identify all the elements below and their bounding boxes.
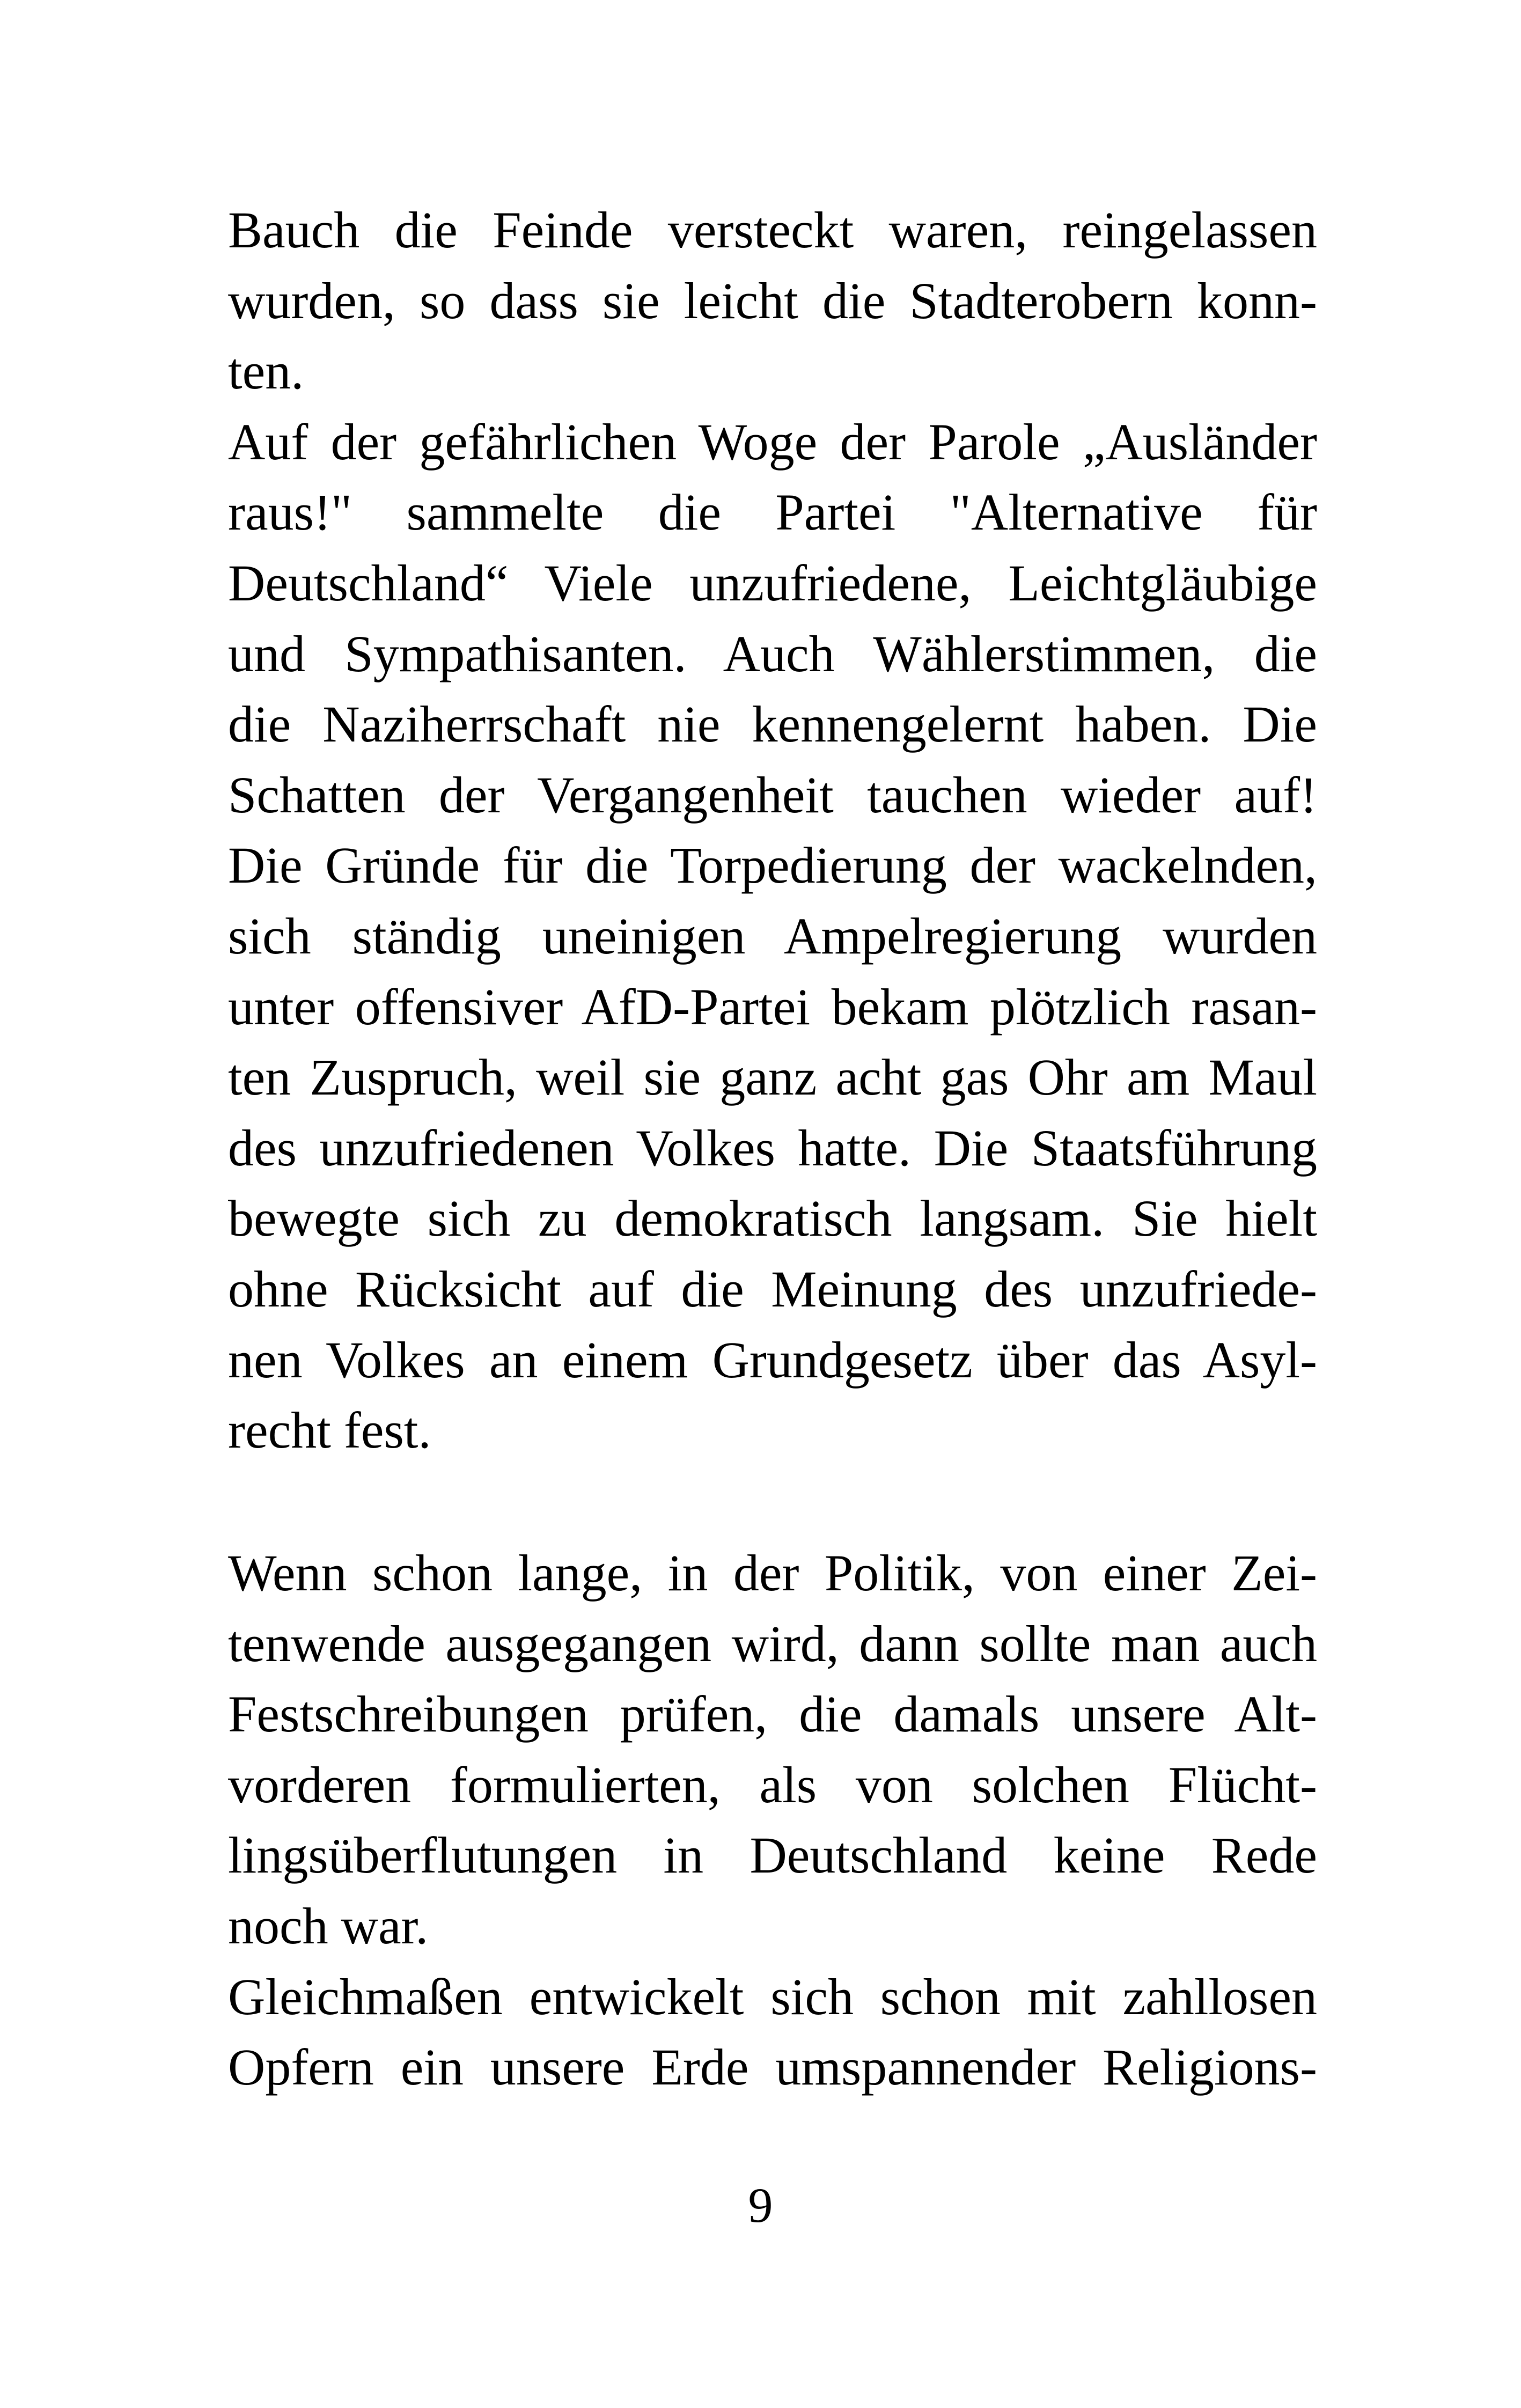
text-line: Opfern ein unsere Erde umspannender Religions- xyxy=(228,2038,1317,2096)
text-line: noch war. xyxy=(228,1897,429,1955)
text-line: Gleichmaßen entwickelt sich schon mit zahllosen xyxy=(228,1967,1317,2025)
text-line: die Naziherrschaft nie kennengelernt haben. Die xyxy=(228,695,1317,753)
text-line: lingsüberflutungen in Deutschland keine Rede xyxy=(228,1826,1317,1884)
page-number: 9 xyxy=(748,2178,773,2233)
text-line: ohne Rücksicht auf die Meinung des unzufriede- xyxy=(228,1260,1317,1318)
text-line: Auf der gefährlichen Woge der Parole „Ausländer xyxy=(228,413,1317,471)
text-line: Die Gründe für die Torpedierung der wackelnden, xyxy=(228,836,1317,894)
text-line: vorderen formulierten, als von solchen Flücht- xyxy=(228,1756,1317,1814)
text-line: raus!" sammelte die Partei "Alternative für xyxy=(228,483,1317,541)
text-line: und Sympathisanten. Auch Wählerstimmen, die xyxy=(228,625,1317,682)
text-line: ten. xyxy=(228,342,304,400)
paragraph-block-2 xyxy=(228,1538,1317,2103)
text-line: Festschreibungen prüfen, die damals unsere Alt- xyxy=(228,1685,1317,1743)
text-line: ten Zuspruch, weil sie ganz acht gas Ohr am Maul xyxy=(228,1048,1317,1106)
text-line: nen Volkes an einem Grundgesetz über das Asyl- xyxy=(228,1331,1317,1389)
text-line: unter offensiver AfD-Partei bekam plötzlich rasan- xyxy=(228,978,1317,1036)
text-line: tenwende ausgegangen wird, dann sollte man auch xyxy=(228,1614,1317,1672)
text-line: sich ständig uneinigen Ampelregierung wurden xyxy=(228,907,1317,965)
text-line: Schatten der Vergangenheit tauchen wieder auf! xyxy=(228,766,1317,824)
text-line: Wenn schon lange, in der Politik, von einer Zei- xyxy=(228,1544,1317,1602)
text-line: des unzufriedenen Volkes hatte. Die Staatsführung xyxy=(228,1119,1317,1177)
text-line: recht fest. xyxy=(228,1401,431,1459)
text-line: Bauch die Feinde versteckt waren, reingelassen xyxy=(228,201,1317,259)
text-line: bewegte sich zu demokratisch langsam. Sie hielt xyxy=(228,1190,1317,1247)
text-line: wurden, so dass sie leicht die Stadterobern konn- xyxy=(228,271,1317,329)
paragraph-block-1 xyxy=(228,195,1317,1466)
text-line: Deutschland“ Viele unzufriedene, Leichtgläubige xyxy=(228,554,1317,612)
